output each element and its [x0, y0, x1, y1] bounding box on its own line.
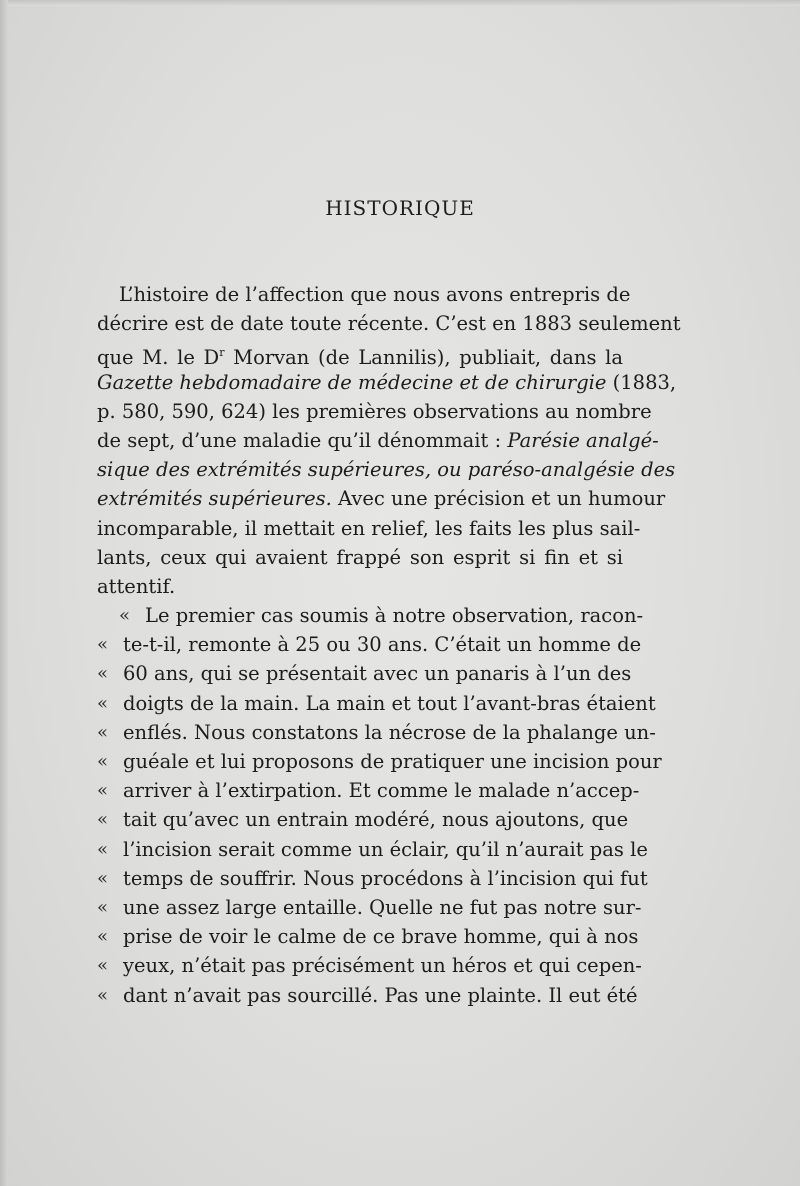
- text-span: (1883,: [606, 370, 677, 394]
- guillemet-mark: «: [97, 780, 109, 802]
- text-span: guéale et lui proposons de pratiquer une incision pour: [123, 750, 662, 773]
- text-line: [97, 835, 648, 864]
- guillemet-mark: «: [97, 809, 109, 831]
- text-span: incomparable, il mettait en relief, les faits les plus sail-: [97, 516, 641, 540]
- text-span: yeux, n’était pas précisément un héros et qui cepen-: [123, 954, 642, 978]
- guillemet-mark: «: [97, 634, 109, 656]
- bleed-through: [95, 140, 101, 162]
- text-span: une assez large entaille. Quelle ne fut pas notre sur-: [123, 895, 642, 919]
- text-span: Avec une précision et un humour: [331, 487, 666, 511]
- text-span: prise de voir le calme de ce brave homme, qui à nos: [123, 925, 639, 949]
- text-line: [97, 514, 641, 543]
- text-span: Le premier cas soumis à notre observation, racon-: [145, 604, 644, 628]
- text-line: [97, 981, 638, 1010]
- text-span: attentif.: [97, 574, 176, 598]
- text-span: enflés. Nous constatons la nécrose de la phalange un-: [123, 720, 656, 744]
- text-line: [97, 805, 629, 834]
- guillemet-mark: «: [97, 867, 109, 889]
- guillemet-mark: «: [97, 984, 109, 1006]
- guillemet-mark: «: [97, 663, 109, 685]
- text-line: [97, 543, 623, 572]
- text-span: l’incision serait comme un éclair, qu’il n’aurait pas le: [123, 837, 648, 861]
- text-span: dant n’avait pas sourcillé. Pas une plainte. Il eut été: [123, 983, 638, 1007]
- italic-text: Gazette hebdomadaire de médecine et de chirurgie: [97, 370, 607, 394]
- text-line: [97, 572, 623, 601]
- text-line: [97, 718, 656, 747]
- text-line: [97, 455, 676, 484]
- paragraph-1: [97, 280, 681, 601]
- text-line: [97, 426, 659, 455]
- text-line: [97, 484, 666, 513]
- page-edge-top: [0, 0, 800, 6]
- text-span: doigts de la main. La main et tout l’avant-bras étaient: [123, 691, 656, 715]
- guillemet-mark: «: [97, 955, 109, 977]
- text-line: [97, 280, 631, 309]
- text-line: [97, 601, 644, 630]
- italic-text: sique des extrémités supérieures, ou paréso-analgésie des: [97, 458, 676, 482]
- text-line: [97, 864, 648, 893]
- text-line: [97, 630, 642, 659]
- guillemet-mark: «: [97, 692, 109, 714]
- text-span: arriver à l’extirpation. Et comme le malade n’accep-: [123, 779, 640, 803]
- text-span: de sept, d’une maladie qu’il dénommait :: [97, 428, 508, 452]
- guillemet-mark: «: [97, 838, 109, 860]
- page-edge-left: [0, 0, 8, 1186]
- body-text: [97, 280, 681, 1010]
- italic-text: extrémités supérieures.: [97, 487, 332, 511]
- italic-text: Parésie analgé-: [507, 428, 659, 452]
- text-line: [97, 951, 642, 980]
- guillemet-mark: «: [119, 605, 131, 627]
- paragraph-2-quotation: [97, 601, 662, 1010]
- text-line: [97, 747, 662, 776]
- text-line: [97, 368, 677, 397]
- text-span: Morvan (de Lannilis), publiait, dans la: [224, 346, 623, 370]
- text-line: [97, 922, 639, 951]
- guillemet-mark: «: [97, 751, 109, 772]
- text-span: décrire est de date toute récente. C’est en 1883 seulement: [97, 312, 681, 336]
- text-span: te-t-il, remonte à 25 ou 30 ans. C’était un homme de: [123, 633, 642, 657]
- text-line: [97, 309, 681, 338]
- text-span: temps de souffrir. Nous procédons à l’incision qui fut: [123, 866, 648, 890]
- text-line: [97, 893, 642, 922]
- guillemet-mark: «: [97, 721, 109, 743]
- page-title: HISTORIQUE: [325, 196, 475, 220]
- text-span: 60 ans, qui se présentait avec un panaris à l’un des: [123, 662, 632, 686]
- text-span: tait qu’avec un entrain modéré, nous ajoutons, que: [123, 808, 629, 832]
- text-line: [97, 338, 623, 370]
- superscript-text: r: [219, 346, 225, 360]
- text-span: que M. le D: [97, 346, 220, 370]
- text-line: [97, 689, 656, 718]
- text-span: L’histoire de l’affection que nous avons entrepris de: [119, 283, 631, 306]
- text-span: lants, ceux qui avaient frappé son esprit si fin et si: [97, 545, 623, 569]
- text-line: [97, 776, 640, 805]
- text-span: p. 580, 590, 624) les premières observations au nombre: [97, 399, 652, 423]
- text-line: [97, 397, 652, 426]
- text-line: [97, 659, 632, 688]
- guillemet-mark: «: [97, 896, 109, 918]
- guillemet-mark: «: [97, 926, 109, 948]
